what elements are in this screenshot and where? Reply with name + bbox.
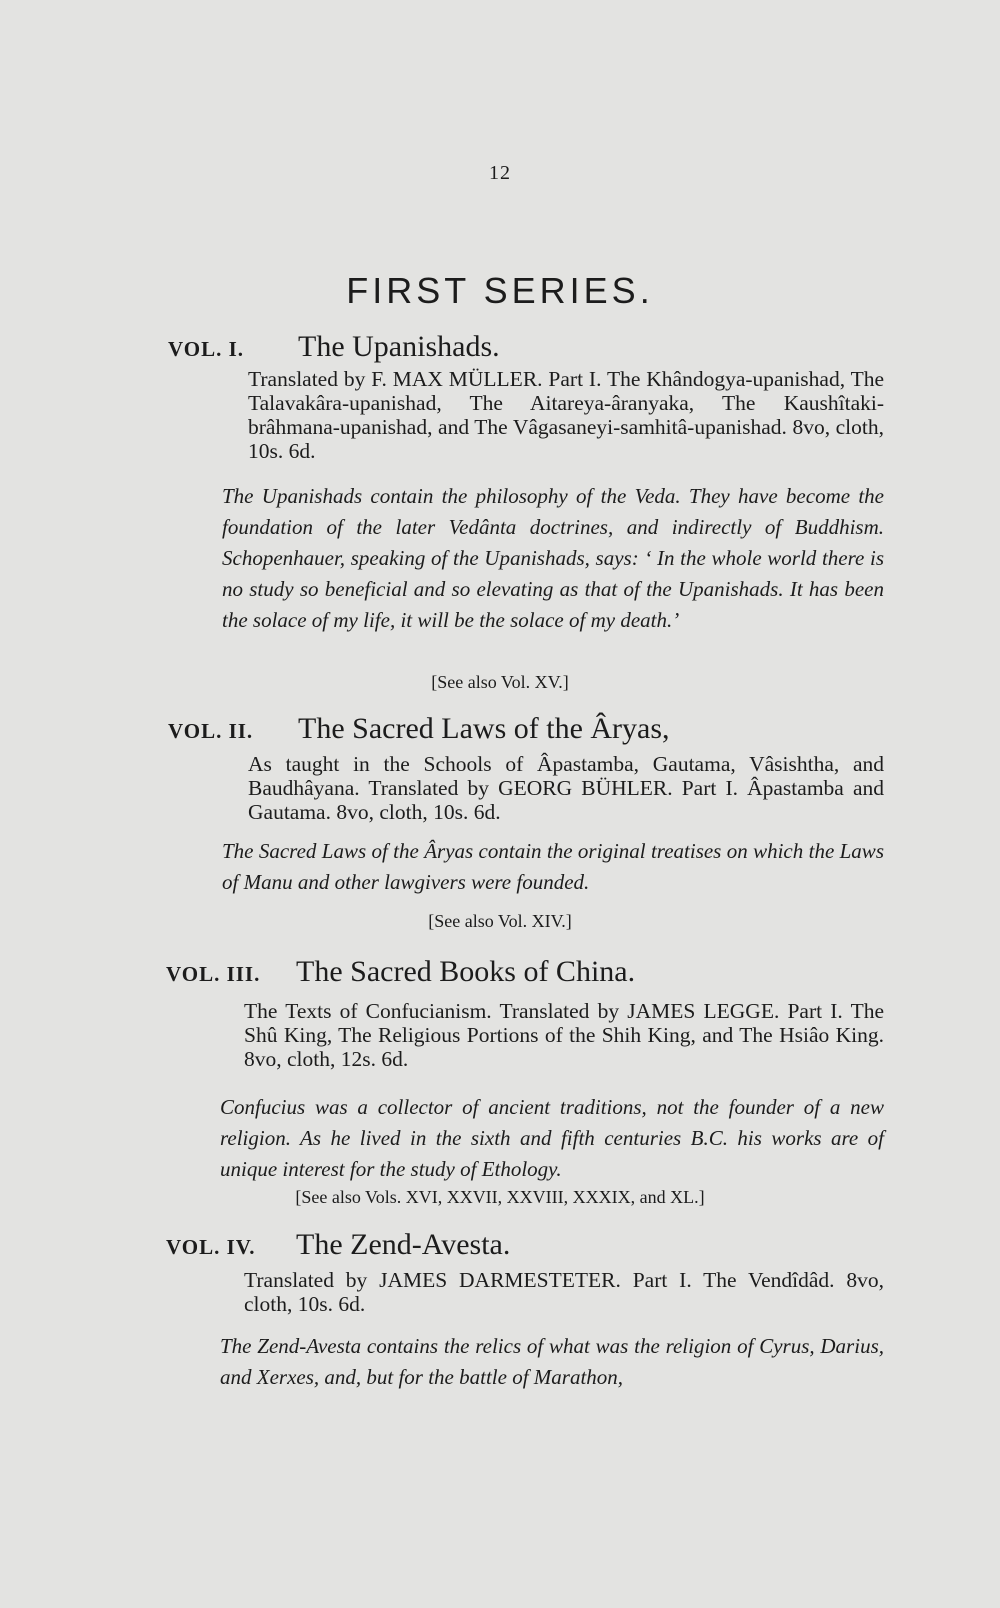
- volume-note: The Upanishads contain the philosophy of the Veda. They have become the foundation of the later Vedânta doctrines, and indirectly of Buddhism. Schopenhauer, speaking of the Upanishads, says: ‘ In the whole world there is no study so beneficial and so elevating as that of the Upanishads. It has been the solace of my life, it will be the solace of my death.’: [222, 484, 884, 632]
- volume-note: The Zend-Avesta contains the relics of what was the religion of Cyrus, Darius, and Xerxes, and, but for the battle of Marathon,: [220, 1334, 884, 1389]
- page-number: 12: [489, 162, 511, 184]
- volume-label: VOL. III.: [166, 962, 261, 986]
- see-also: [See also Vol. XV.]: [431, 672, 569, 692]
- volume-label: VOL. I.: [168, 337, 245, 361]
- volume-title: The Sacred Laws of the Âryas,: [298, 712, 670, 745]
- volume-label: VOL. II.: [168, 719, 254, 743]
- volume-description: As taught in the Schools of Âpastamba, Gautama, Vâsishtha, and Baudhâyana. Translated by GEORG BÜHLER. Part I. Âpastamba and Gautama. 8vo, cloth, 10s. 6d.: [248, 752, 884, 824]
- volume-note: Confucius was a collector of ancient traditions, not the founder of a new religion. As he lived in the sixth and fifth centuries B.C. his works are of unique interest for the study of Ethology.: [220, 1095, 884, 1181]
- see-also: [See also Vols. XVI, XXVII, XXVIII, XXXIX, and XL.]: [295, 1187, 705, 1207]
- series-title: FIRST SERIES.: [346, 270, 654, 311]
- volume-description: Translated by F. MAX MÜLLER. Part I. The Khândogya-upanishad, The Talavakâra-upanishad, The Aitareya-âranyaka, The Kaushîtaki-brâhmana-upanishad, and The Vâgasaneyi-samhitâ-upanishad. 8vo, cloth, 10s. 6d.: [248, 367, 884, 463]
- volume-title: The Zend-Avesta.: [296, 1228, 511, 1261]
- volume-description: Translated by JAMES DARMESTETER. Part I. The Vendîdâd. 8vo, cloth, 10s. 6d.: [244, 1268, 884, 1316]
- volume-heading: [168, 330, 500, 364]
- volume-label: VOL. IV.: [166, 1235, 256, 1259]
- volume-title: The Upanishads.: [298, 330, 500, 363]
- volume-heading: [168, 712, 670, 746]
- see-also: [See also Vol. XIV.]: [428, 911, 572, 931]
- volume-heading: [166, 955, 635, 989]
- volume-note: The Sacred Laws of the Âryas contain the original treatises on which the Laws of Manu and other lawgivers were founded.: [222, 839, 884, 894]
- volume-description: The Texts of Confucianism. Translated by JAMES LEGGE. Part I. The Shû King, The Religious Portions of the Shih King, and The Hsiâo King. 8vo, cloth, 12s. 6d.: [244, 999, 884, 1071]
- volume-title: The Sacred Books of China.: [296, 955, 636, 988]
- volume-heading: [166, 1228, 510, 1262]
